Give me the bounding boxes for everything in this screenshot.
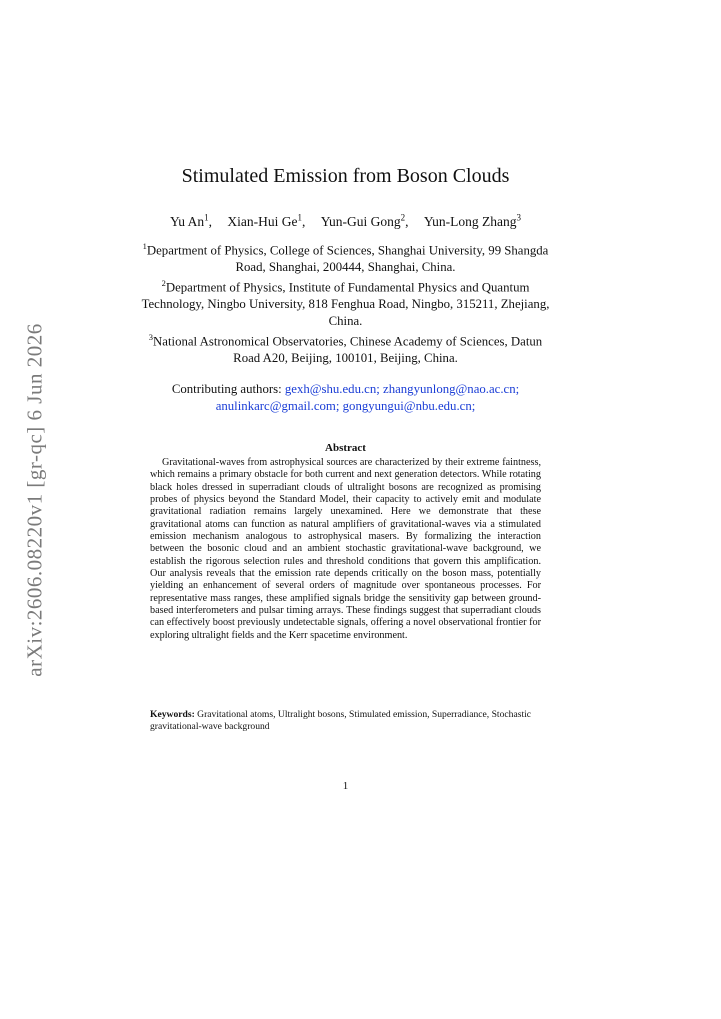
author-list: [0, 212, 691, 230]
author: Yu An$^1$,: [170, 212, 213, 229]
keywords: [150, 709, 541, 733]
paper-title: Stimulated Emission from Boson Clouds: [181, 165, 510, 187]
arxiv-identifier: arXiv:2606.08220v1 [gr-qc] 6 Jun 2026: [22, 323, 47, 677]
page-number: 1: [342, 780, 349, 792]
contributing-label: Contributing authors:: [171, 382, 282, 396]
affiliation: $^2$Department of Physics, Institute of Fundamental Physics and Quantum Technology, Ningbo University, 818 Fenghua Road, Ningbo, 315211, Zhejiang, China.: [141, 278, 550, 328]
abstract-body: Gravitational-waves from astrophysical sources are characterized by their extreme faintness, which remains a primary obstacle for both current and next generation detectors. While rotating black holes dressed in superradiant clouds of ultralight bosons are recognized as promising probes of physics beyond the Standard Model, their capacity to actively emit and modulate gravitational radiation remains largely unexamined. Here we demonstrate that these gravitational atoms can function as natural amplifiers of gravitational-waves via a stimulated emission mechanism analogous to astrophysical masers. By formalizing the interaction between the bosonic cloud and an ambient stochastic gravitational-wave background, we establish the rigorous selection rules and threshold conditions that govern this amplification. Our analysis reveals that the emission rate depends critically on the boson mass, potentially yielding an enhancement of several orders of magnitude over spontaneous processes. For representative mass ranges, these amplified signals bridge the sensitivity gap between ground-based interferometers and pulsar timing arrays. These findings suggest that superradiant clouds can effectively boost previously undetectable signals, offering a novel observational frontier for exploring ultralight fields and the Kerr spacetime environment.: [150, 457, 541, 641]
email-link[interactable]: gexh@shu.edu.cn;: [284, 382, 380, 396]
email-link[interactable]: anulinkarc@gmail.com;: [215, 398, 340, 413]
email-link[interactable]: gongyungui@nbu.edu.cn;: [342, 398, 476, 413]
arxiv-sidebar: [20, 310, 50, 690]
affiliation: $^1$Department of Physics, College of Sciences, Shanghai University, 99 Shangda Road, Shanghai, 200444, Shanghai, China.: [142, 241, 549, 274]
author: Xian-Hui Ge$^1$,: [227, 212, 306, 229]
keywords-label: Keywords:: [150, 709, 195, 720]
email-link[interactable]: zhangyunlong@nao.ac.cn;: [383, 382, 520, 396]
affiliation: $^3$National Astronomical Observatories, Chinese Academy of Sciences, Datun Road A20, Beijing, 100101, Beijing, China.: [148, 332, 543, 365]
keywords-text: Gravitational atoms, Ultralight bosons, Stimulated emission, Superradiance, Stochastic gravitational-wave background: [150, 709, 532, 732]
author: Yun-Long Zhang$^3$: [423, 212, 521, 229]
contributing-authors: [140, 381, 551, 414]
author: Yun-Gui Gong$^2$,: [320, 212, 409, 229]
abstract-heading: Abstract: [325, 442, 366, 454]
affiliation-list: [140, 238, 551, 366]
